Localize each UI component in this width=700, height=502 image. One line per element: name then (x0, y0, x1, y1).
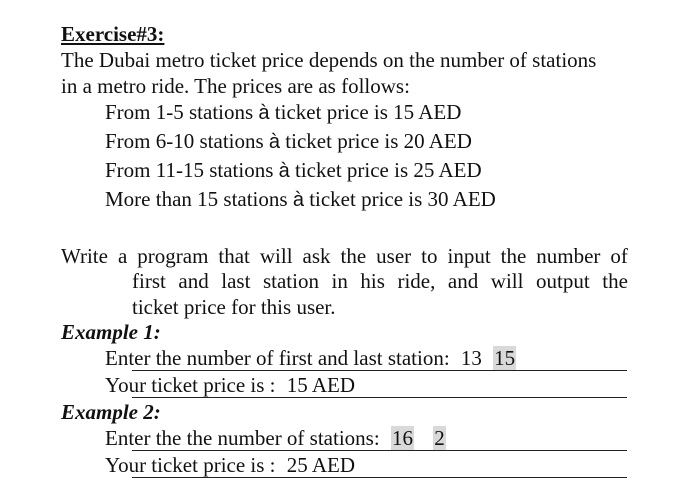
exercise-title: Exercise#3: (61, 22, 165, 46)
word: and (178, 269, 209, 293)
word: and (447, 269, 479, 293)
output-value: 15 AED (286, 373, 356, 397)
task-line-2 (132, 268, 628, 294)
example-2-output-underline (132, 477, 627, 478)
example-1-input-underline (132, 370, 627, 371)
input-first-value: 16 (391, 426, 413, 450)
example-2-input-line (105, 425, 446, 451)
example-2-heading: Example 2: (61, 400, 161, 424)
word: a (117, 244, 128, 268)
arrow-icon: à (292, 189, 304, 211)
word: user (376, 244, 412, 268)
rule-price: ticket price is 15 AED (274, 100, 462, 124)
example-2-input-underline (132, 450, 627, 451)
task-line-1 (61, 243, 628, 269)
word: the (500, 244, 527, 268)
intro-line-2: in a metro ride. The prices are as follows: (61, 74, 410, 98)
word: the (602, 269, 628, 293)
rule-price: ticket price is 30 AED (309, 187, 496, 211)
word: station (262, 269, 319, 293)
word: input (447, 244, 491, 268)
intro-line-1: The Dubai metro ticket price depends on the number of stations (61, 48, 597, 72)
rule-range: More than 15 stations (105, 187, 288, 211)
example-1-output-line (105, 372, 355, 398)
word: will (259, 244, 293, 268)
rule-range: From 1-5 stations (105, 100, 254, 124)
word: in (331, 269, 348, 293)
word: will (490, 269, 524, 293)
price-rule-2 (105, 128, 472, 155)
word: ask (302, 244, 331, 268)
input-second-value: 15 (494, 346, 516, 370)
output-label: Your ticket price is : (105, 373, 276, 397)
word: last (221, 269, 251, 293)
output-label: Your ticket price is : (105, 453, 276, 477)
example-1-heading: Example 1: (61, 320, 161, 344)
word: Write (61, 244, 108, 268)
task-line-3: ticket price for this user. (132, 295, 336, 319)
output-value: 25 AED (286, 453, 356, 477)
rule-price: ticket price is 25 AED (295, 158, 482, 182)
rule-price: ticket price is 20 AED (285, 129, 472, 153)
word: first (132, 269, 166, 293)
word: the (340, 244, 367, 268)
word: program (137, 244, 209, 268)
example-2-output-line (105, 452, 355, 478)
arrow-icon: à (278, 160, 290, 182)
word: of (610, 244, 628, 268)
rule-range: From 6-10 stations (105, 129, 264, 153)
input-second-value: 2 (434, 426, 445, 450)
input-prompt: Enter the number of first and last station: (105, 346, 450, 370)
rule-range: From 11-15 stations (105, 158, 274, 182)
word: output (536, 269, 590, 293)
input-prompt: Enter the the number of stations: (105, 426, 380, 450)
arrow-icon: à (268, 131, 281, 153)
word: his (360, 269, 385, 293)
example-1-output-underline (132, 397, 627, 398)
price-rule-4 (105, 186, 496, 213)
word: that (218, 244, 250, 268)
price-rule-1 (105, 99, 461, 126)
word: number (536, 244, 601, 268)
price-rule-3 (105, 157, 482, 184)
example-1-input-line (105, 345, 516, 371)
word: to (421, 244, 438, 268)
input-first-value: 13 (460, 346, 482, 370)
word: ride, (397, 269, 436, 293)
arrow-icon: à (258, 102, 270, 124)
